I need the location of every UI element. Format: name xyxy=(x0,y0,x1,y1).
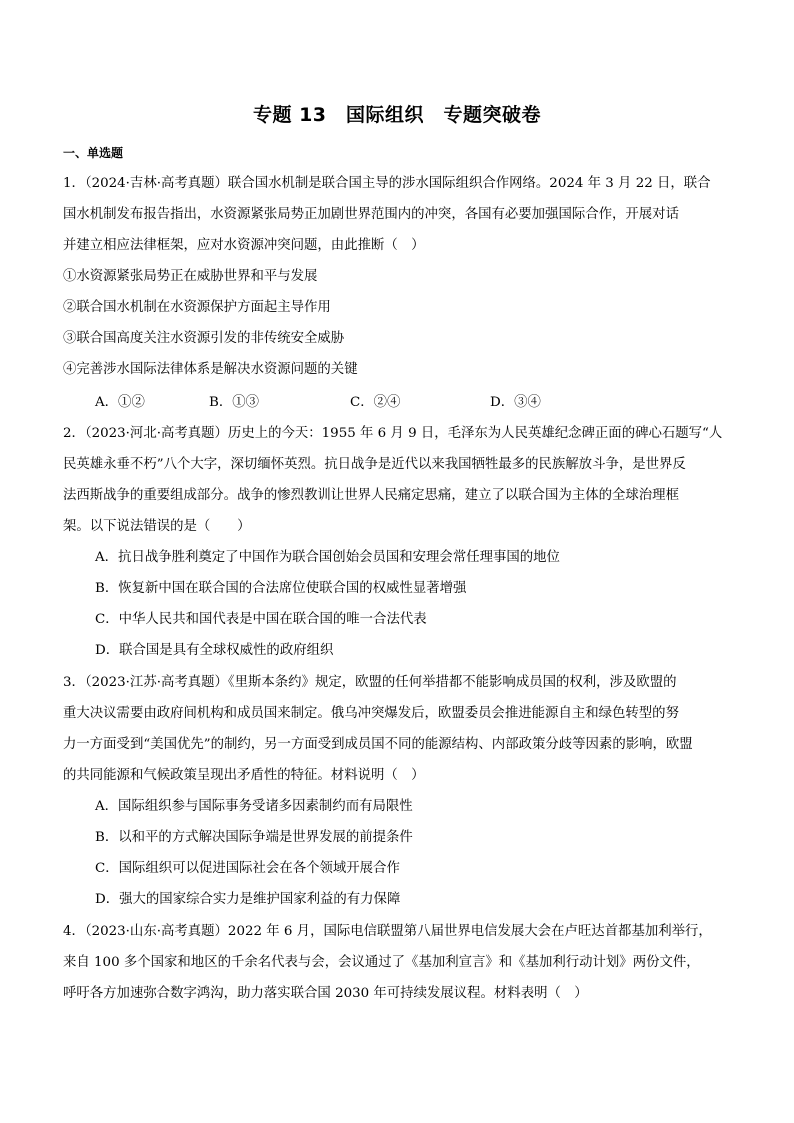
page-title: 专题 13 国际组织 专题突破卷 xyxy=(252,104,542,126)
question-2-line-4: 架。以下说法错误的是（ ） xyxy=(63,519,251,534)
question-3-line-1: 3．（2023·江苏·高考真题）《里斯本条约》规定，欧盟的任何举措都不能影响成员国的权利，涉及欧盟的 xyxy=(63,675,677,690)
question-2-line-3: 法西斯战争的重要组成部分。战争的惨烈教训让世界人民痛定思痛，建立了以联合国为主体的全球治理框 xyxy=(63,488,679,503)
question-4-line-1: 4．（2023·山东·高考真题）2022 年 6 月，国际电信联盟第八届世界电信发展大会在卢旺达首都基加利举行， xyxy=(63,924,712,939)
question-3-option-d: D．强大的国家综合实力是维护国家利益的有力保障 xyxy=(95,892,401,907)
question-2-line-2: 民英雄永垂不朽”八个大字，深切缅怀英烈。抗日战争是近代以来我国牺牲最多的民族解放斗争，是世界反 xyxy=(63,457,686,472)
question-3-option-a: A．国际组织参与国际事务受诸多因素制约而有局限性 xyxy=(95,799,413,814)
question-2-option-d: D．联合国是具有全球权威性的政府组织 xyxy=(95,643,334,658)
question-1-statement-4: ④完善涉水国际法律体系是解决水资源问题的关键 xyxy=(63,362,358,377)
question-2-option-c: C．中华人民共和国代表是中国在联合国的唯一合法代表 xyxy=(95,612,427,627)
question-3-line-4: 的共同能源和气候政策呈现出矛盾性的特征。材料说明（ ） xyxy=(63,768,425,783)
question-1-statement-1: ①水资源紧张局势正在威胁世界和平与发展 xyxy=(63,269,318,284)
question-3-option-c: C．国际组织可以促进国际社会在各个领域开展合作 xyxy=(95,861,400,876)
section-heading: 一、单选题 xyxy=(63,146,124,160)
question-3-line-2: 重大决议需要由政府间机构和成员国来制定。俄乌冲突爆发后，欧盟委员会推进能源自主和绿色转型的努 xyxy=(63,706,679,721)
question-4-line-3: 呼吁各方加速弥合数字鸿沟，助力落实联合国 2030 年可持续发展议程。材料表明（ ） xyxy=(63,986,588,1001)
question-3-option-b: B．以和平的方式解决国际争端是世界发展的前提条件 xyxy=(95,830,413,845)
question-1-choice-c: C．②④ xyxy=(350,395,401,410)
question-3-line-3: 力一方面受到“美国优先”的制约，另一方面受到成员国不同的能源结构、内部政策分歧等因素的影响，欧盟 xyxy=(63,737,693,752)
question-1-statement-3: ③联合国高度关注水资源引发的非传统安全威胁 xyxy=(63,331,345,346)
question-1-choice-b: B．①③ xyxy=(209,395,260,410)
question-4-line-2: 来自 100 多个国家和地区的千余名代表与会，会议通过了《基加利宣言》和《基加利行动计划》两份文件， xyxy=(63,955,700,970)
question-1-line-3: 并建立相应法律框架，应对水资源冲突问题，由此推断（ ） xyxy=(63,238,425,253)
question-1-line-2: 国水机制发布报告指出，水资源紧张局势正加剧世界范围内的冲突，各国有必要加强国际合作，开展对话 xyxy=(63,207,679,222)
question-1-statement-2: ②联合国水机制在水资源保护方面起主导作用 xyxy=(63,300,331,315)
question-1-choice-d: D．③④ xyxy=(490,395,541,410)
question-2-option-a: A．抗日战争胜利奠定了中国作为联合国创始会员国和安理会常任理事国的地位 xyxy=(95,550,560,565)
question-2-option-b: B．恢复新中国在联合国的合法席位使联合国的权威性显著增强 xyxy=(95,581,467,596)
question-1-choice-a: A．①② xyxy=(95,395,145,410)
question-2-line-1: 2．（2023·河北·高考真题）历史上的今天：1955 年 6 月 9 日，毛泽东为人民英雄纪念碑正面的碑心石题写“人 xyxy=(63,426,723,441)
question-1-line-1: 1．（2024·吉林·高考真题）联合国水机制是联合国主导的涉水国际组织合作网络。2024 年 3 月 22 日，联合 xyxy=(63,176,711,191)
